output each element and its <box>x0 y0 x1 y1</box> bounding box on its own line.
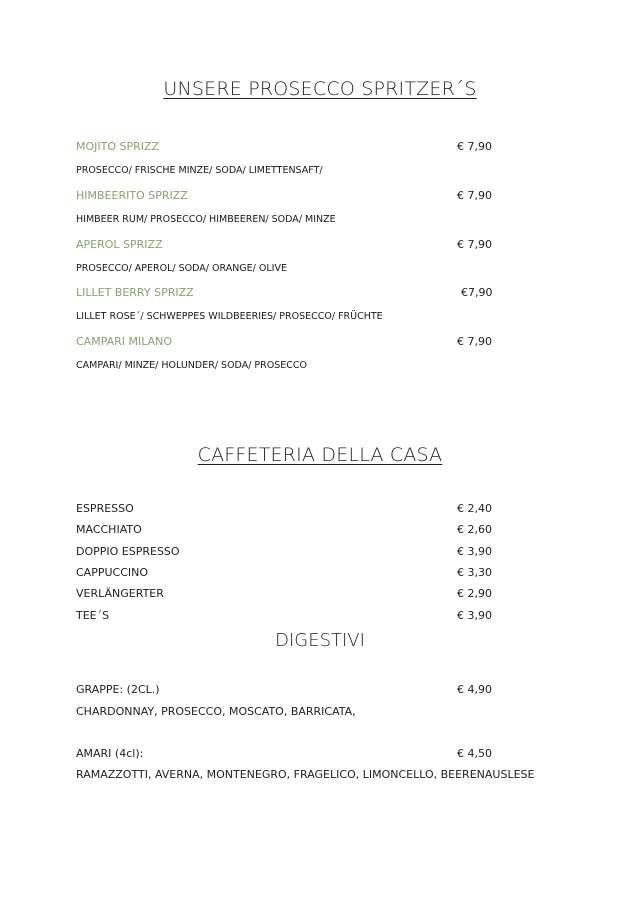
menu-item-price: € 7,90 <box>457 335 492 348</box>
menu-item-price: € 7,90 <box>457 238 492 251</box>
menu-item-name: VERLÄNGERTER <box>76 587 164 600</box>
menu-item-desc: PROSECCO/ FRISCHE MINZE/ SODA/ LIMETTENSAFT/ <box>76 165 323 176</box>
menu-item-desc: LILLET ROSE´/ SCHWEPPES WILDBEERIES/ PROSECCO/ FRÜCHTE <box>76 311 383 322</box>
menu-item-price: € 7,90 <box>457 140 492 153</box>
menu-item-price: € 2,40 <box>457 502 492 515</box>
menu-item-desc: RAMAZZOTTI, AVERNA, MONTENEGRO, FRAGELICO, LIMONCELLO, BEERENAUSLESE <box>76 768 535 781</box>
menu-item-price: € 4,50 <box>457 747 492 760</box>
menu-item-name: CAPPUCCINO <box>76 566 149 579</box>
menu-item-name: DOPPIO ESPRESSO <box>76 545 180 558</box>
menu-item-name: APEROL SPRIZZ <box>76 238 163 251</box>
menu-item-desc: PROSECCO/ APEROL/ SODA/ ORANGE/ OLIVE <box>76 263 287 274</box>
menu-item-name: TEE´S <box>76 609 110 622</box>
section-title-digestivi: DIGESTIVI <box>275 630 365 651</box>
menu-item-price: € 4,90 <box>457 683 492 696</box>
menu-item-name: HIMBEERITO SPRIZZ <box>76 189 188 202</box>
menu-item-name: LILLET BERRY SPRIZZ <box>76 286 194 299</box>
menu-item-name: MACCHIATO <box>76 523 142 536</box>
menu-item-price: € 3,30 <box>457 566 492 579</box>
menu-item-price: € 2,60 <box>457 523 492 536</box>
menu-item-price: € 3,90 <box>457 545 492 558</box>
menu-item-price: € 3,90 <box>457 609 492 622</box>
menu-item-desc: HIMBEER RUM/ PROSECCO/ HIMBEEREN/ SODA/ MINZE <box>76 214 336 225</box>
menu-item-desc: CAMPARI/ MINZE/ HOLUNDER/ SODA/ PROSECCO <box>76 360 308 371</box>
menu-item-name: CAMPARI MILANO <box>76 335 173 348</box>
menu-item-name: AMARI (4cl): <box>76 747 144 760</box>
menu-item-price: €7,90 <box>461 286 493 299</box>
menu-item-name: MOJITO SPRIZZ <box>76 140 160 153</box>
menu-item-price: € 7,90 <box>457 189 492 202</box>
menu-item-name: GRAPPE: (2CL.) <box>76 683 160 696</box>
menu-item-desc: CHARDONNAY, PROSECCO, MOSCATO, BARRICATA, <box>76 705 356 718</box>
section-title-caffeteria: CAFFETERIA DELLA CASA <box>197 444 443 466</box>
menu-item-price: € 2,90 <box>457 587 492 600</box>
section-title-spritzer: UNSERE PROSECCO SPRITZER´S <box>163 78 477 100</box>
menu-item-name: ESPRESSO <box>76 502 134 515</box>
